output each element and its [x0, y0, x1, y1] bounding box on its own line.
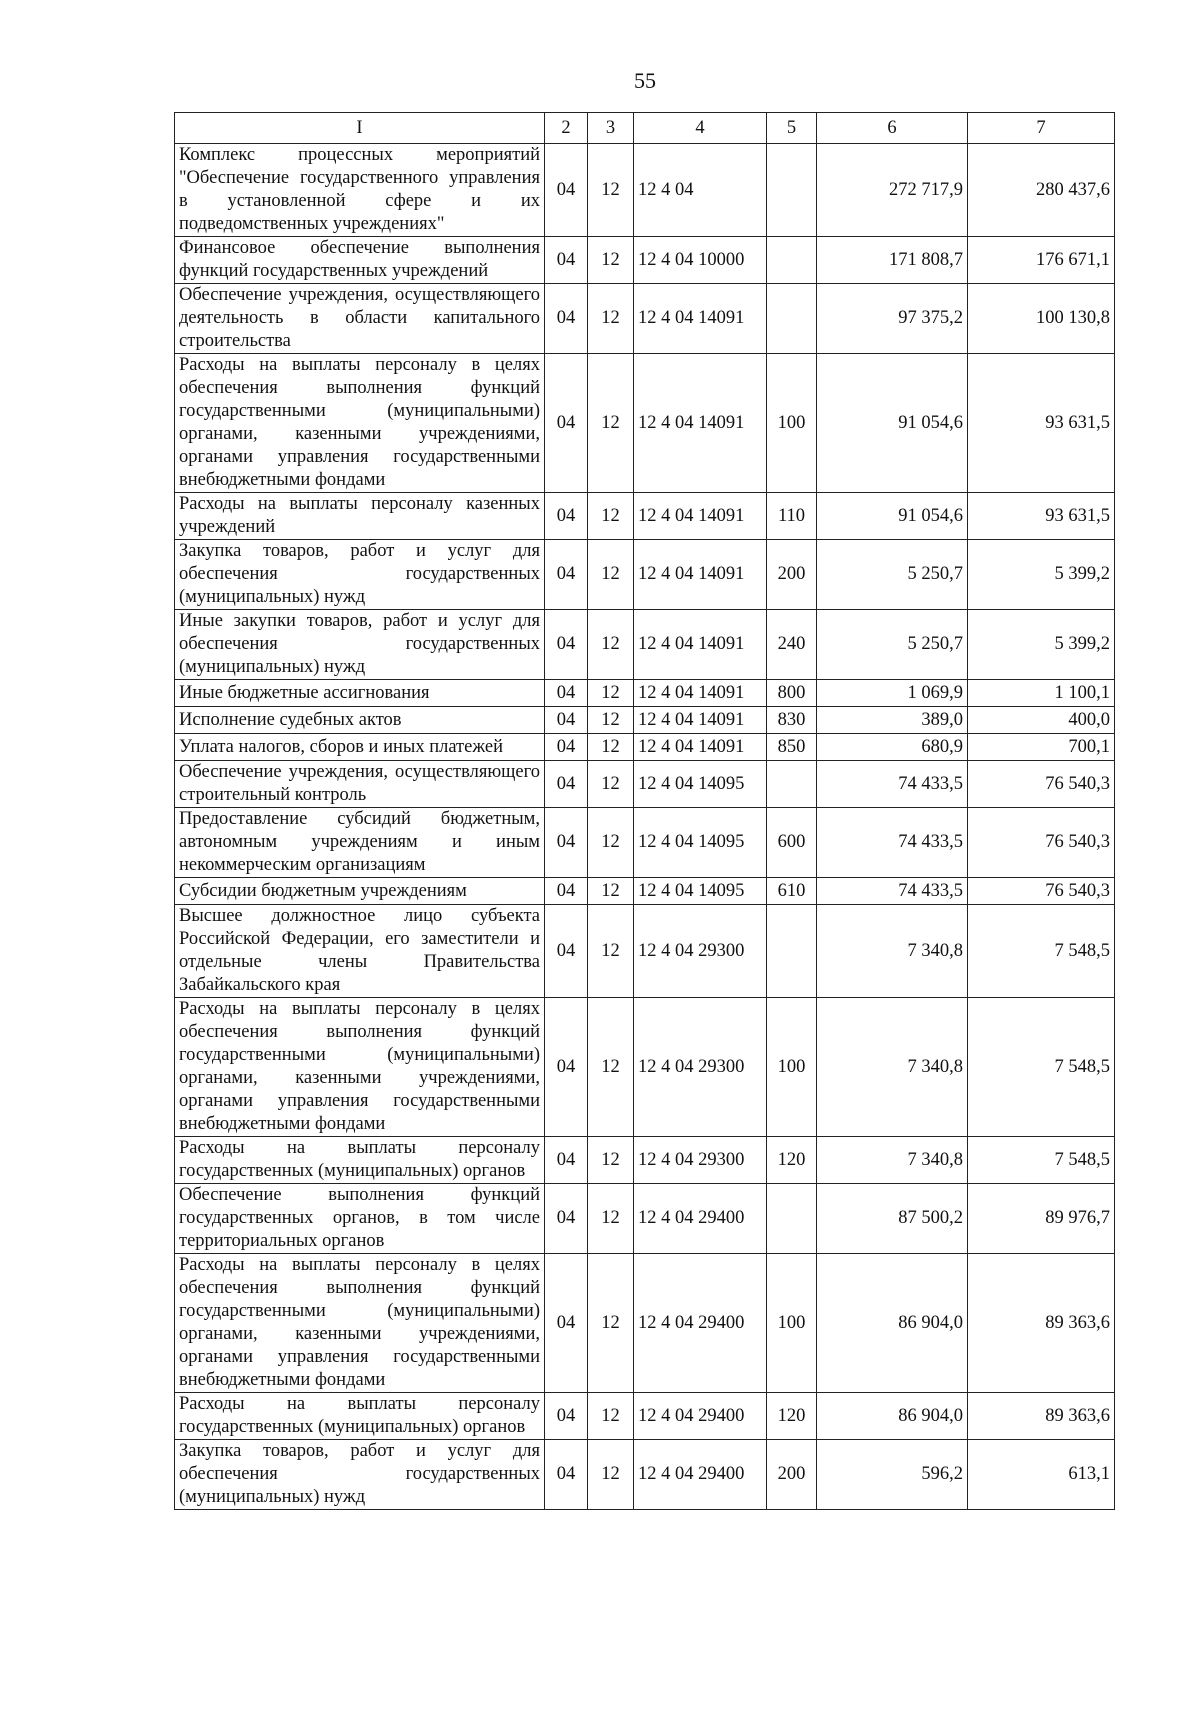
row-expense-type: 200	[767, 540, 817, 610]
row-amount-6: 86 904,0	[817, 1393, 968, 1440]
table-row	[175, 905, 1115, 998]
row-amount-7: 76 540,3	[968, 878, 1115, 905]
row-target-code: 12 4 04 14091	[634, 610, 767, 680]
row-subsection: 12	[588, 354, 634, 493]
row-name: Иные бюджетные ассигнования	[175, 680, 545, 707]
table-row	[175, 761, 1115, 808]
table-row	[175, 1184, 1115, 1254]
row-amount-7: 613,1	[968, 1440, 1115, 1510]
row-section: 04	[545, 1393, 588, 1440]
row-amount-7: 93 631,5	[968, 354, 1115, 493]
row-name: Обеспечение выполнения функций государственных органов, в том числе территориальных органов	[175, 1184, 545, 1254]
row-target-code: 12 4 04 14095	[634, 878, 767, 905]
row-expense-type: 100	[767, 998, 817, 1137]
table-row	[175, 284, 1115, 354]
row-subsection: 12	[588, 878, 634, 905]
row-section: 04	[545, 540, 588, 610]
row-subsection: 12	[588, 1440, 634, 1510]
row-amount-7: 700,1	[968, 734, 1115, 761]
table-row	[175, 998, 1115, 1137]
row-name: Обеспечение учреждения, осуществляющего деятельность в области капитального строительства	[175, 284, 545, 354]
row-subsection: 12	[588, 1184, 634, 1254]
row-expense-type	[767, 144, 817, 237]
row-amount-6: 596,2	[817, 1440, 968, 1510]
row-amount-6: 86 904,0	[817, 1254, 968, 1393]
row-name: Исполнение судебных актов	[175, 707, 545, 734]
row-expense-type: 120	[767, 1137, 817, 1184]
col-header-3: 3	[588, 113, 634, 144]
row-section: 04	[545, 878, 588, 905]
row-expense-type: 830	[767, 707, 817, 734]
row-name: Обеспечение учреждения, осуществляющего строительный контроль	[175, 761, 545, 808]
row-subsection: 12	[588, 808, 634, 878]
row-expense-type	[767, 905, 817, 998]
table-row	[175, 1393, 1115, 1440]
row-subsection: 12	[588, 1254, 634, 1393]
row-section: 04	[545, 354, 588, 493]
row-name: Уплата налогов, сборов и иных платежей	[175, 734, 545, 761]
table-row	[175, 734, 1115, 761]
row-subsection: 12	[588, 707, 634, 734]
row-target-code: 12 4 04 14091	[634, 354, 767, 493]
row-amount-6: 97 375,2	[817, 284, 968, 354]
table-row	[175, 144, 1115, 237]
table-row	[175, 354, 1115, 493]
row-name: Субсидии бюджетным учреждениям	[175, 878, 545, 905]
row-subsection: 12	[588, 761, 634, 808]
row-amount-7: 280 437,6	[968, 144, 1115, 237]
row-subsection: 12	[588, 734, 634, 761]
row-amount-6: 272 717,9	[817, 144, 968, 237]
row-target-code: 12 4 04 14091	[634, 734, 767, 761]
row-target-code: 12 4 04 14091	[634, 680, 767, 707]
table-row	[175, 540, 1115, 610]
row-section: 04	[545, 144, 588, 237]
row-section: 04	[545, 1440, 588, 1510]
row-name: Высшее должностное лицо субъекта Российской Федерации, его заместители и отдельные члены Правительства Забайкальского края	[175, 905, 545, 998]
row-amount-6: 74 433,5	[817, 878, 968, 905]
row-name: Комплекс процессных мероприятий "Обеспечение государственного управления в установленной сфере и их подведомственных учреждениях"	[175, 144, 545, 237]
row-expense-type: 120	[767, 1393, 817, 1440]
row-expense-type	[767, 237, 817, 284]
col-header-4: 4	[634, 113, 767, 144]
table-row	[175, 707, 1115, 734]
row-expense-type: 200	[767, 1440, 817, 1510]
row-name: Расходы на выплаты персоналу в целях обеспечения выполнения функций государственными (муниципальными) органами, казенными учреждениями, органами управления государственными внебюджетными фондами	[175, 998, 545, 1137]
row-section: 04	[545, 1137, 588, 1184]
row-subsection: 12	[588, 1393, 634, 1440]
row-amount-7: 7 548,5	[968, 998, 1115, 1137]
row-target-code: 12 4 04 14095	[634, 808, 767, 878]
row-amount-6: 680,9	[817, 734, 968, 761]
row-subsection: 12	[588, 493, 634, 540]
row-amount-6: 5 250,7	[817, 610, 968, 680]
row-section: 04	[545, 808, 588, 878]
row-amount-6: 74 433,5	[817, 808, 968, 878]
row-amount-7: 76 540,3	[968, 808, 1115, 878]
table-row	[175, 1137, 1115, 1184]
row-expense-type: 800	[767, 680, 817, 707]
row-amount-7: 1 100,1	[968, 680, 1115, 707]
row-section: 04	[545, 493, 588, 540]
row-amount-6: 389,0	[817, 707, 968, 734]
row-amount-7: 89 363,6	[968, 1393, 1115, 1440]
table-row	[175, 878, 1115, 905]
page-number: 55	[634, 68, 656, 93]
row-amount-7: 5 399,2	[968, 610, 1115, 680]
row-subsection: 12	[588, 540, 634, 610]
row-expense-type	[767, 284, 817, 354]
row-name: Расходы на выплаты персоналу государственных (муниципальных) органов	[175, 1137, 545, 1184]
row-subsection: 12	[588, 1137, 634, 1184]
col-header-6: 6	[817, 113, 968, 144]
row-expense-type: 240	[767, 610, 817, 680]
row-target-code: 12 4 04 29400	[634, 1440, 767, 1510]
row-name: Расходы на выплаты персоналу в целях обеспечения выполнения функций государственными (муниципальными) органами, казенными учреждениями, органами управления государственными внебюджетными фондами	[175, 1254, 545, 1393]
row-amount-7: 7 548,5	[968, 905, 1115, 998]
row-subsection: 12	[588, 284, 634, 354]
row-expense-type	[767, 1184, 817, 1254]
row-name: Предоставление субсидий бюджетным, автономным учреждениям и иным некоммерческим организациям	[175, 808, 545, 878]
row-name: Расходы на выплаты персоналу казенных учреждений	[175, 493, 545, 540]
row-subsection: 12	[588, 237, 634, 284]
table-row	[175, 808, 1115, 878]
row-amount-6: 5 250,7	[817, 540, 968, 610]
row-name: Иные закупки товаров, работ и услуг для обеспечения государственных (муниципальных) нужд	[175, 610, 545, 680]
row-amount-6: 87 500,2	[817, 1184, 968, 1254]
budget-table	[174, 112, 1115, 1510]
col-header-7: 7	[968, 113, 1115, 144]
row-target-code: 12 4 04 14091	[634, 493, 767, 540]
row-target-code: 12 4 04 14095	[634, 761, 767, 808]
row-amount-6: 91 054,6	[817, 493, 968, 540]
row-subsection: 12	[588, 610, 634, 680]
table-row	[175, 1254, 1115, 1393]
row-expense-type: 600	[767, 808, 817, 878]
row-target-code: 12 4 04 10000	[634, 237, 767, 284]
row-amount-7: 100 130,8	[968, 284, 1115, 354]
row-amount-6: 1 069,9	[817, 680, 968, 707]
row-name: Расходы на выплаты персоналу государственных (муниципальных) органов	[175, 1393, 545, 1440]
row-subsection: 12	[588, 905, 634, 998]
row-section: 04	[545, 734, 588, 761]
row-amount-7: 400,0	[968, 707, 1115, 734]
row-target-code: 12 4 04 29300	[634, 998, 767, 1137]
row-expense-type: 100	[767, 1254, 817, 1393]
row-target-code: 12 4 04 29400	[634, 1393, 767, 1440]
row-section: 04	[545, 998, 588, 1137]
row-name: Расходы на выплаты персоналу в целях обеспечения выполнения функций государственными (муниципальными) органами, казенными учреждениями, органами управления государственными внебюджетными фондами	[175, 354, 545, 493]
table-row	[175, 610, 1115, 680]
row-subsection: 12	[588, 680, 634, 707]
row-name: Закупка товаров, работ и услуг для обеспечения государственных (муниципальных) нужд	[175, 540, 545, 610]
row-target-code: 12 4 04 14091	[634, 707, 767, 734]
row-section: 04	[545, 707, 588, 734]
row-section: 04	[545, 680, 588, 707]
row-amount-6: 171 808,7	[817, 237, 968, 284]
row-amount-7: 76 540,3	[968, 761, 1115, 808]
col-header-2: 2	[545, 113, 588, 144]
row-subsection: 12	[588, 998, 634, 1137]
row-target-code: 12 4 04 14091	[634, 284, 767, 354]
row-expense-type: 850	[767, 734, 817, 761]
col-header-5: 5	[767, 113, 817, 144]
row-expense-type: 110	[767, 493, 817, 540]
row-target-code: 12 4 04 29300	[634, 1137, 767, 1184]
row-amount-6: 74 433,5	[817, 761, 968, 808]
row-amount-7: 93 631,5	[968, 493, 1115, 540]
row-amount-6: 7 340,8	[817, 998, 968, 1137]
row-section: 04	[545, 237, 588, 284]
row-subsection: 12	[588, 144, 634, 237]
row-section: 04	[545, 284, 588, 354]
row-section: 04	[545, 610, 588, 680]
row-amount-7: 5 399,2	[968, 540, 1115, 610]
row-expense-type: 610	[767, 878, 817, 905]
table-row	[175, 237, 1115, 284]
table-row	[175, 493, 1115, 540]
table-row	[175, 680, 1115, 707]
row-target-code: 12 4 04 29400	[634, 1254, 767, 1393]
row-section: 04	[545, 1184, 588, 1254]
row-expense-type: 100	[767, 354, 817, 493]
row-amount-6: 7 340,8	[817, 1137, 968, 1184]
row-section: 04	[545, 761, 588, 808]
table-row	[175, 1440, 1115, 1510]
row-amount-7: 7 548,5	[968, 1137, 1115, 1184]
row-amount-7: 89 363,6	[968, 1254, 1115, 1393]
row-target-code: 12 4 04 29300	[634, 905, 767, 998]
col-header-1: I	[175, 113, 545, 144]
row-expense-type	[767, 761, 817, 808]
row-target-code: 12 4 04	[634, 144, 767, 237]
row-amount-6: 7 340,8	[817, 905, 968, 998]
row-target-code: 12 4 04 29400	[634, 1184, 767, 1254]
row-amount-6: 91 054,6	[817, 354, 968, 493]
row-name: Закупка товаров, работ и услуг для обеспечения государственных (муниципальных) нужд	[175, 1440, 545, 1510]
row-section: 04	[545, 1254, 588, 1393]
row-amount-7: 176 671,1	[968, 237, 1115, 284]
row-name: Финансовое обеспечение выполнения функций государственных учреждений	[175, 237, 545, 284]
row-section: 04	[545, 905, 588, 998]
row-amount-7: 89 976,7	[968, 1184, 1115, 1254]
header-row	[175, 113, 1115, 144]
row-target-code: 12 4 04 14091	[634, 540, 767, 610]
